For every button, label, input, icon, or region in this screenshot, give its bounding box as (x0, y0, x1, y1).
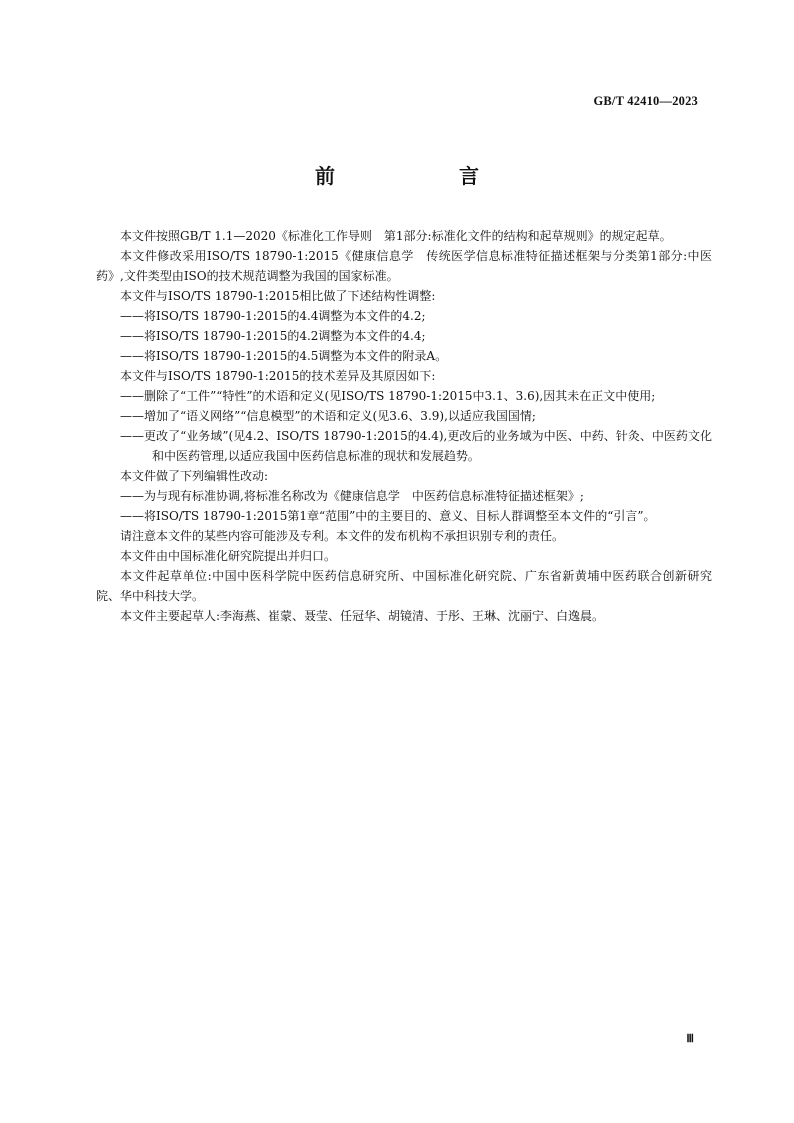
page-number: Ⅲ (686, 1033, 694, 1045)
paragraph-technical-differences-intro: 本文件与ISO/TS 18790-1:2015的技术差异及其原因如下: (120, 369, 436, 383)
paragraph-proposer: 本文件由中国标准化研究院提出并归口。 (120, 549, 337, 563)
page-title: 前 言 (315, 164, 507, 188)
list-item-editorial-1: ——为与现有标准协调,将标准名称改为《健康信息学 中医药信息标准特征描述框架》; (120, 489, 584, 503)
list-item-structural-3: ——将ISO/TS 18790-1:2015的4.5调整为本文件的附录A。 (120, 349, 448, 363)
list-item-technical-3: ——更改了“业务域”(见4.2、ISO/TS 18790-1:2015的4.4),更改后的业务域为中医、中药、针灸、中医药文化和中医药管理,以适应我国中医药信息标准的现状和发展趋势。 (120, 429, 712, 463)
list-item-structural-1: ——将ISO/TS 18790-1:2015的4.4调整为本文件的4.2; (120, 309, 426, 323)
paragraph-drafters: 本文件主要起草人:李海燕、崔蒙、聂莹、任冠华、胡镜清、于彤、王琳、沈丽宁、白逸晨。 (120, 609, 605, 623)
list-item-technical-1: ——删除了“工件”“特性”的术语和定义(见ISO/TS 18790-1:2015中3.1、3.6),因其未在正文中使用; (120, 389, 656, 403)
paragraph-structural-changes-intro: 本文件与ISO/TS 18790-1:2015相比做了下述结构性调整: (120, 289, 436, 303)
paragraph-patent-notice: 请注意本文件的某些内容可能涉及专利。本文件的发布机构不承担识别专利的责任。 (120, 529, 565, 543)
list-item-editorial-2: ——将ISO/TS 18790-1:2015第1章“范围”中的主要目的、意义、目标人群调整至本文件的“引言”。 (120, 509, 656, 523)
paragraph-editorial-changes-intro: 本文件做了下列编辑性改动: (120, 469, 269, 483)
paragraph-adoption: 本文件修改采用ISO/TS 18790-1:2015《健康信息学 传统医学信息标准特征描述框架与分类第1部分:中医药》,文件类型由ISO的技术规范调整为我国的国家标准。 (96, 249, 712, 283)
list-item-technical-2: ——增加了“语义网络”“信息模型”的术语和定义(见3.6、3.9),以适应我国国情; (120, 409, 536, 423)
paragraph-drafting-rules: 本文件按照GB/T 1.1—2020《标准化工作导则 第1部分:标准化文件的结构和起草规则》的规定起草。 (120, 229, 672, 243)
foreword-body (96, 226, 712, 626)
list-item-structural-2: ——将ISO/TS 18790-1:2015的4.2调整为本文件的4.4; (120, 329, 426, 343)
standard-number: GB/T 42410—2023 (593, 94, 698, 108)
paragraph-drafting-organizations: 本文件起草单位:中国中医科学院中医药信息研究所、中国标准化研究院、广东省新黄埔中医药联合创新研究院、华中科技大学。 (96, 569, 712, 603)
